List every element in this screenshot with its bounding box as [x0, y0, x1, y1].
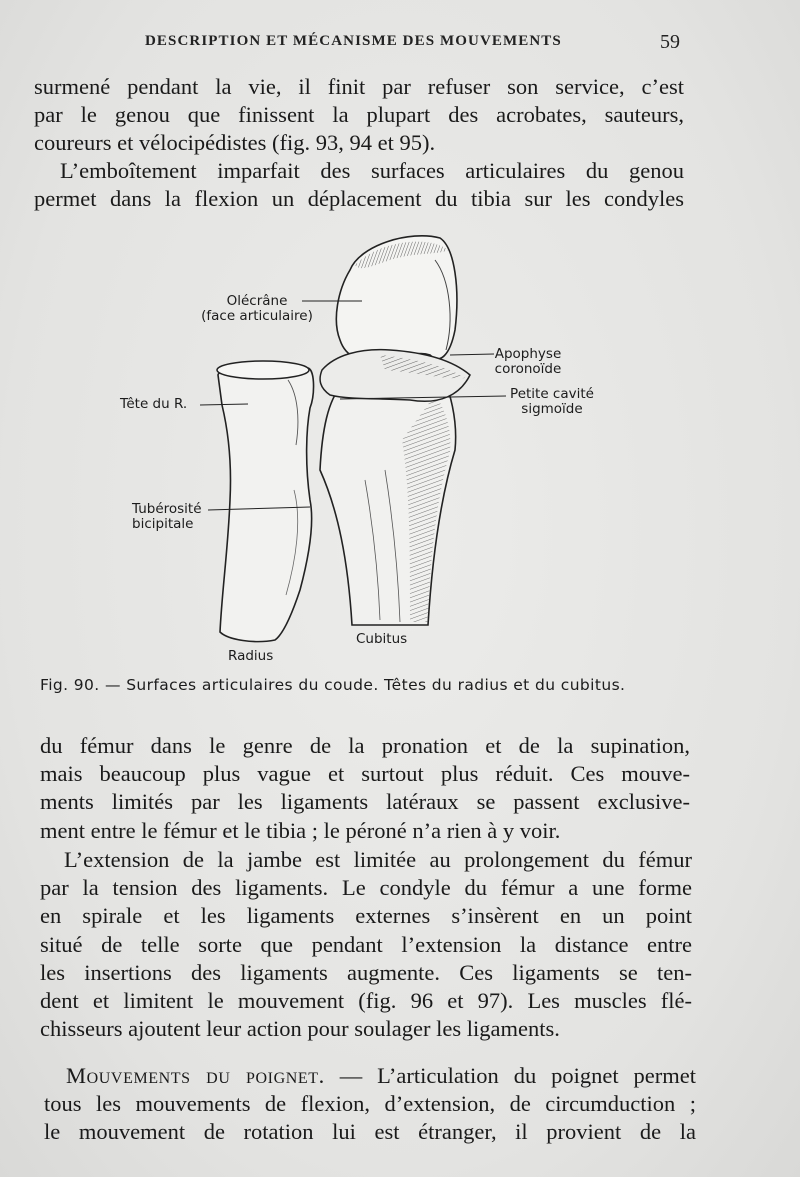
label-radius: Radius	[228, 648, 274, 664]
text-line-heading	[44, 1062, 696, 1090]
elbow-bones-illustration	[110, 230, 610, 665]
label-petite-cavite-title: Petite cavité	[510, 386, 594, 402]
text-line: du fémur dans le genre de la pronation et de la supination,	[40, 733, 690, 758]
label-petite-cavite-sub: sigmoïde	[521, 401, 583, 417]
page-number: 59	[660, 31, 680, 53]
label-olecrane	[192, 294, 322, 324]
running-title: DESCRIPTION ET MÉCANISME DES MOUVEMENTS	[145, 33, 562, 49]
text-line: par la tension des ligaments. Le condyle du fémur a une forme	[40, 875, 692, 901]
text-line: L’emboîtement imparfait des surfaces articulaires du genou	[60, 158, 684, 183]
paragraph-extension	[40, 846, 692, 1043]
label-olecrane-title: Olécrâne	[226, 293, 288, 309]
text-line: ment entre le fémur et le tibia ; le péroné n’a rien à y voir.	[40, 817, 561, 843]
section-heading: Mouvements du poignet.	[66, 1063, 325, 1088]
text-line: en spirale et les ligaments externes s’insèrent en un point	[40, 903, 692, 929]
label-petite-cavite	[502, 387, 602, 417]
label-apophyse-title: Apophyse	[494, 346, 562, 362]
text-line: permet dans la flexion un déplacement du tibia sur les condyles	[34, 186, 684, 212]
text-line: dent et limitent le mouvement (fig. 96 et 97). Les muscles flé-	[40, 988, 692, 1014]
text-line: situé de telle sorte que pendant l’extension la distance entre	[40, 931, 692, 957]
label-olecrane-sub: (face articulaire)	[201, 308, 313, 324]
paragraph-continuation	[34, 73, 684, 158]
radius-bone	[218, 366, 314, 642]
label-apophyse	[488, 347, 568, 377]
label-cubitus: Cubitus	[356, 631, 408, 647]
text-line: surmené pendant la vie, il finit par refuser son service, c’est	[34, 74, 684, 99]
text-line: tous les mouvements de flexion, d’extension, de circumduction ;	[44, 1091, 696, 1117]
figure-elbow	[110, 230, 610, 665]
paragraph-wrist	[44, 1062, 696, 1147]
figure-caption: Fig. 90. — Surfaces articulaires du coude. Têtes du radius et du cubitus.	[40, 676, 626, 694]
text-line: par le genou que finissent la plupart des acrobates, sauteurs,	[34, 102, 684, 128]
label-tuberosite-sub: bicipitale	[132, 516, 194, 532]
text-line: mais beaucoup plus vague et surtout plus réduit. Ces mouve-	[40, 761, 690, 787]
text-line: ments limités par les ligaments latéraux se passent exclusive-	[40, 789, 690, 815]
text-line: chisseurs ajoutent leur action pour soulager les ligaments.	[40, 1016, 560, 1042]
radial-head-top	[217, 361, 309, 379]
label-tete-radius: Tête du R.	[120, 396, 188, 412]
label-tuberosite	[132, 502, 202, 532]
heading-continuation: — L’articulation du poignet permet	[324, 1063, 696, 1088]
text-line: coureurs et vélocipédistes (fig. 93, 94 et 95).	[34, 130, 436, 156]
label-tuberosite-title: Tubérosité	[132, 501, 202, 517]
label-apophyse-sub: coronoïde	[494, 361, 562, 377]
text-line: les insertions des ligaments augmente. Ces ligaments se ten-	[40, 959, 692, 985]
paragraph-knee-top	[34, 157, 684, 213]
text-line: le mouvement de rotation lui est étranger, il provient de la	[44, 1119, 696, 1145]
text-line: L’extension de la jambe est limitée au prolongement du fémur	[64, 847, 692, 872]
paragraph-knee-rest	[40, 732, 690, 845]
